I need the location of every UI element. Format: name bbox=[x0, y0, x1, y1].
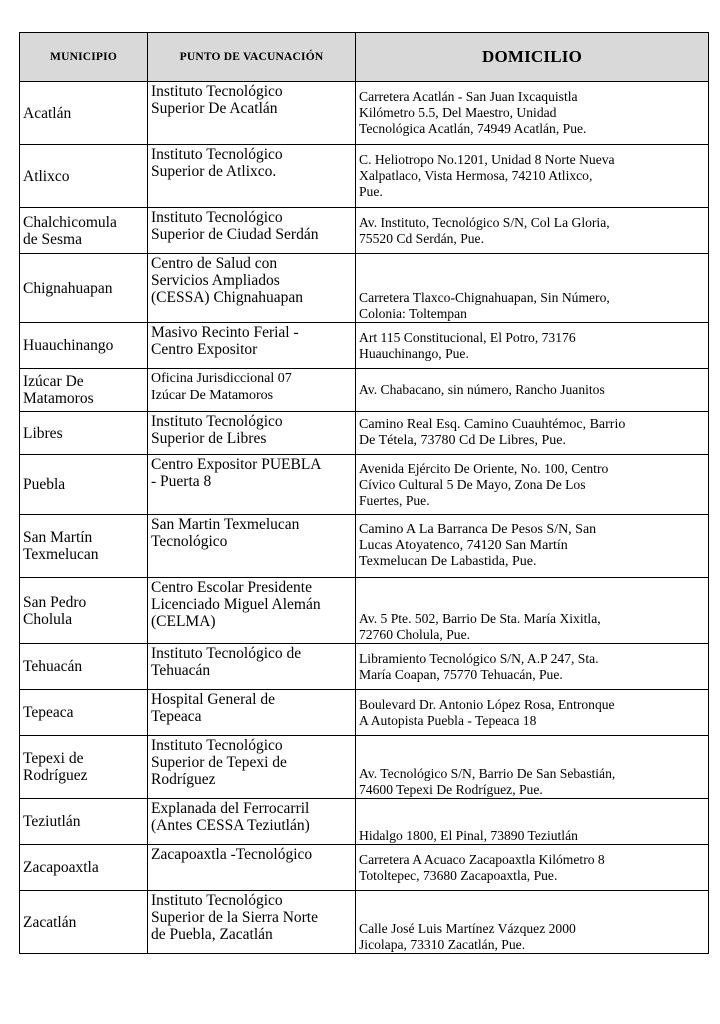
cell-punto-vacunacion bbox=[148, 644, 356, 690]
cell-domicilio-line: 74600 Tepexi De Rodríguez, Pue. bbox=[359, 782, 543, 797]
table-row bbox=[20, 515, 709, 578]
cell-punto-vacunacion-line: Superior de Ciudad Serdán bbox=[151, 226, 319, 243]
cell-domicilio-line: Carretera Tlaxco-Chignahuapan, Sin Número, bbox=[359, 290, 610, 305]
cell-punto-vacunacion-line: de Puebla, Zacatlán bbox=[151, 926, 273, 943]
cell-domicilio bbox=[356, 799, 709, 845]
cell-domicilio-line: Cívico Cultural 5 De Mayo, Zona De Los bbox=[359, 476, 586, 492]
cell-punto-vacunacion bbox=[148, 323, 356, 369]
cell-punto-vacunacion-line: Izúcar De Matamoros bbox=[151, 388, 274, 403]
cell-punto-vacunacion bbox=[148, 891, 356, 954]
cell-municipio-line: Tepexi de bbox=[23, 750, 84, 767]
cell-punto-vacunacion bbox=[148, 254, 356, 323]
cell-domicilio bbox=[356, 690, 709, 736]
cell-municipio-line: Cholula bbox=[23, 610, 73, 628]
cell-punto-vacunacion bbox=[148, 82, 356, 145]
cell-domicilio-line: Av. Tecnológico S/N, Barrio De San Sebastián, bbox=[359, 766, 616, 781]
cell-punto-vacunacion-line: Explanada del Ferrocarril bbox=[151, 800, 310, 817]
cell-municipio bbox=[20, 254, 148, 323]
cell-domicilio-line: Art 115 Constitucional, El Potro, 73176 bbox=[359, 329, 576, 345]
cell-municipio-line: San Martín bbox=[23, 529, 93, 546]
cell-domicilio-line: 72760 Cholula, Pue. bbox=[359, 627, 471, 642]
cell-punto-vacunacion-line: San Martin Texmelucan bbox=[151, 516, 300, 533]
cell-municipio-line: de Sesma bbox=[23, 230, 82, 248]
cell-municipio-line: Zacatlán bbox=[23, 913, 77, 931]
cell-punto-vacunacion-line: Licenciado Miguel Alemán bbox=[151, 596, 321, 613]
cell-domicilio-line: A Autopista Puebla - Tepeaca 18 bbox=[359, 712, 537, 728]
cell-domicilio-line: Totoltepec, 73680 Zacapoaxtla, Pue. bbox=[359, 867, 558, 883]
cell-municipio-line: Tepeaca bbox=[23, 704, 74, 721]
cell-domicilio-line: Tecnológica Acatlán, 74949 Acatlán, Pue. bbox=[359, 121, 587, 136]
cell-punto-vacunacion bbox=[148, 690, 356, 736]
cell-punto-vacunacion bbox=[148, 578, 356, 644]
cell-punto-vacunacion bbox=[148, 145, 356, 208]
cell-punto-vacunacion-line: Oficina Jurisdiccional 07 bbox=[151, 371, 292, 386]
table-row bbox=[20, 690, 709, 736]
cell-municipio-line: Zacapoaxtla bbox=[23, 859, 99, 876]
cell-domicilio-line: Av. Chabacano, sin número, Rancho Juanitos bbox=[359, 382, 605, 397]
cell-municipio bbox=[20, 736, 148, 799]
cell-punto-vacunacion-line: (Antes CESSA Teziutlán) bbox=[151, 817, 310, 834]
cell-municipio-line: Teziutlán bbox=[23, 813, 81, 830]
cell-domicilio-line: Libramiento Tecnológico S/N, A.P 247, Sta. bbox=[359, 650, 599, 666]
cell-municipio-line: Texmelucan bbox=[23, 546, 99, 563]
table-row bbox=[20, 82, 709, 145]
table-row bbox=[20, 254, 709, 323]
cell-municipio-line: Chalchicomula bbox=[23, 213, 117, 231]
cell-punto-vacunacion bbox=[148, 412, 356, 455]
cell-domicilio bbox=[356, 145, 709, 208]
cell-domicilio bbox=[356, 736, 709, 799]
table-row bbox=[20, 736, 709, 799]
table-row bbox=[20, 412, 709, 455]
cell-municipio bbox=[20, 891, 148, 954]
cell-punto-vacunacion-line: (CELMA) bbox=[151, 613, 216, 630]
cell-punto-vacunacion-line: Zacapoaxtla -Tecnológico bbox=[151, 846, 313, 863]
cell-punto-vacunacion-line: Tehuacán bbox=[151, 662, 211, 679]
cell-punto-vacunacion-line: Tecnológico bbox=[151, 533, 228, 550]
cell-domicilio-line: Hidalgo 1800, El Pinal, 73890 Teziutlán bbox=[359, 828, 578, 843]
cell-punto-vacunacion-line: Instituto Tecnológico bbox=[151, 146, 283, 163]
cell-punto-vacunacion bbox=[148, 455, 356, 515]
table-row bbox=[20, 578, 709, 644]
cell-domicilio-line: Kilómetro 5.5, Del Maestro, Unidad bbox=[359, 105, 557, 120]
cell-municipio-line: Izúcar De bbox=[23, 373, 84, 390]
cell-domicilio-line: Colonia: Toltempan bbox=[359, 306, 467, 321]
cell-domicilio-line: Texmelucan De Labastida, Pue. bbox=[359, 554, 537, 569]
cell-domicilio-line: Huauchinango, Pue. bbox=[359, 345, 469, 361]
table-row bbox=[20, 455, 709, 515]
cell-punto-vacunacion bbox=[148, 799, 356, 845]
cell-punto-vacunacion bbox=[148, 736, 356, 799]
cell-punto-vacunacion-line: Instituto Tecnológico bbox=[151, 737, 283, 754]
cell-domicilio bbox=[356, 323, 709, 369]
cell-municipio-line: Tehuacán bbox=[23, 658, 83, 675]
cell-domicilio bbox=[356, 82, 709, 145]
cell-punto-vacunacion-line: Centro de Salud con bbox=[151, 255, 278, 272]
cell-municipio bbox=[20, 578, 148, 644]
header-row bbox=[20, 33, 709, 82]
cell-punto-vacunacion-line: Centro Expositor PUEBLA bbox=[151, 456, 322, 473]
cell-punto-vacunacion-line: Instituto Tecnológico bbox=[151, 892, 283, 909]
cell-domicilio bbox=[356, 455, 709, 515]
cell-punto-vacunacion-line: - Puerta 8 bbox=[151, 473, 212, 490]
cell-punto-vacunacion-line: Superior De Acatlán bbox=[151, 100, 278, 117]
cell-domicilio-line: C. Heliotropo No.1201, Unidad 8 Norte Nueva bbox=[359, 152, 615, 167]
cell-domicilio-line: De Tétela, 73780 Cd De Libres, Pue. bbox=[359, 433, 566, 448]
cell-domicilio bbox=[356, 891, 709, 954]
cell-punto-vacunacion-line: Superior de Libres bbox=[151, 430, 267, 447]
cell-municipio bbox=[20, 690, 148, 736]
vaccination-table bbox=[19, 32, 709, 954]
cell-municipio bbox=[20, 845, 148, 891]
cell-municipio bbox=[20, 412, 148, 455]
cell-municipio-line: Huauchinango bbox=[23, 337, 114, 354]
cell-municipio bbox=[20, 82, 148, 145]
cell-punto-vacunacion-line: Instituto Tecnológico de bbox=[151, 645, 302, 662]
table-row bbox=[20, 323, 709, 369]
table-body bbox=[20, 82, 709, 954]
cell-punto-vacunacion-line: Tepeaca bbox=[151, 708, 202, 725]
header-punto-vacunacion: PUNTO DE VACUNACIÓN bbox=[148, 33, 356, 82]
cell-punto-vacunacion-line: Hospital General de bbox=[151, 691, 275, 708]
cell-municipio bbox=[20, 145, 148, 208]
cell-municipio bbox=[20, 799, 148, 845]
cell-domicilio-line: Carretera Acatlán - San Juan Ixcaquistla bbox=[359, 89, 578, 104]
cell-domicilio bbox=[356, 412, 709, 455]
table-row bbox=[20, 644, 709, 690]
cell-municipio-line: Atlixco bbox=[23, 167, 70, 185]
cell-municipio bbox=[20, 323, 148, 369]
cell-domicilio-line: Fuertes, Pue. bbox=[359, 492, 430, 508]
cell-punto-vacunacion bbox=[148, 515, 356, 578]
cell-punto-vacunacion-line: Instituto Tecnológico bbox=[151, 413, 283, 430]
cell-domicilio-line: Av. 5 Pte. 502, Barrio De Sta. María Xixitla, bbox=[359, 611, 601, 626]
table-row bbox=[20, 799, 709, 845]
cell-domicilio bbox=[356, 644, 709, 690]
cell-domicilio-line: 75520 Cd Serdán, Pue. bbox=[359, 230, 484, 246]
cell-domicilio-line: Avenida Ejército De Oriente, No. 100, Centro bbox=[359, 460, 609, 476]
cell-punto-vacunacion bbox=[148, 369, 356, 412]
cell-municipio-line: San Pedro bbox=[23, 593, 87, 611]
cell-punto-vacunacion-line: Centro Escolar Presidente bbox=[151, 579, 312, 596]
cell-domicilio-line: Pue. bbox=[359, 184, 383, 199]
table-row bbox=[20, 369, 709, 412]
cell-punto-vacunacion-line: Masivo Recinto Ferial - bbox=[151, 324, 299, 341]
cell-punto-vacunacion-line: Centro Expositor bbox=[151, 341, 258, 358]
cell-punto-vacunacion-line: Servicios Ampliados bbox=[151, 272, 280, 289]
cell-municipio bbox=[20, 644, 148, 690]
cell-domicilio-line: Xalpatlaco, Vista Hermosa, 74210 Atlixco, bbox=[359, 168, 593, 183]
header-municipio: MUNICIPIO bbox=[20, 33, 148, 82]
cell-domicilio bbox=[356, 254, 709, 323]
cell-domicilio-line: Camino A La Barranca De Pesos S/N, San bbox=[359, 522, 597, 537]
cell-punto-vacunacion bbox=[148, 845, 356, 891]
cell-punto-vacunacion-line: Superior de Atlixco. bbox=[151, 163, 277, 180]
cell-punto-vacunacion-line: Superior de Tepexi de bbox=[151, 754, 287, 771]
cell-domicilio-line: Calle José Luis Martínez Vázquez 2000 bbox=[359, 921, 576, 936]
cell-municipio bbox=[20, 455, 148, 515]
cell-municipio-line: Acatlán bbox=[23, 104, 72, 122]
cell-municipio-line: Chignahuapan bbox=[23, 279, 113, 297]
cell-domicilio-line: Jicolapa, 73310 Zacatlán, Pue. bbox=[359, 937, 526, 952]
cell-domicilio-line: Lucas Atoyatenco, 74120 San Martín bbox=[359, 538, 568, 553]
cell-punto-vacunacion bbox=[148, 208, 356, 254]
table-row bbox=[20, 891, 709, 954]
table-row bbox=[20, 845, 709, 891]
cell-municipio bbox=[20, 515, 148, 578]
table-row bbox=[20, 145, 709, 208]
cell-punto-vacunacion-line: Instituto Tecnológico bbox=[151, 83, 283, 100]
cell-domicilio-line: Carretera A Acuaco Zacapoaxtla Kilómetro 8 bbox=[359, 851, 605, 867]
cell-punto-vacunacion-line: (CESSA) Chignahuapan bbox=[151, 289, 303, 306]
cell-municipio-line: Puebla bbox=[23, 476, 66, 493]
header-domicilio: DOMICILIO bbox=[356, 33, 709, 82]
cell-punto-vacunacion-line: Superior de la Sierra Norte bbox=[151, 909, 318, 926]
cell-domicilio bbox=[356, 845, 709, 891]
cell-punto-vacunacion-line: Rodríguez bbox=[151, 771, 216, 788]
cell-municipio bbox=[20, 208, 148, 254]
cell-punto-vacunacion-line: Instituto Tecnológico bbox=[151, 209, 283, 226]
cell-municipio bbox=[20, 369, 148, 412]
cell-domicilio-line: María Coapan, 75770 Tehuacán, Pue. bbox=[359, 666, 563, 682]
cell-domicilio bbox=[356, 578, 709, 644]
cell-domicilio bbox=[356, 515, 709, 578]
table-row bbox=[20, 208, 709, 254]
cell-municipio-line: Matamoros bbox=[23, 390, 94, 407]
cell-municipio-line: Rodríguez bbox=[23, 767, 88, 784]
cell-domicilio bbox=[356, 208, 709, 254]
cell-domicilio-line: Av. Instituto, Tecnológico S/N, Col La Gloria, bbox=[359, 214, 610, 230]
cell-municipio-line: Libres bbox=[23, 424, 63, 442]
cell-domicilio bbox=[356, 369, 709, 412]
cell-domicilio-line: Camino Real Esq. Camino Cuauhtémoc, Barrio bbox=[359, 417, 626, 432]
cell-domicilio-line: Boulevard Dr. Antonio López Rosa, Entronque bbox=[359, 696, 615, 712]
